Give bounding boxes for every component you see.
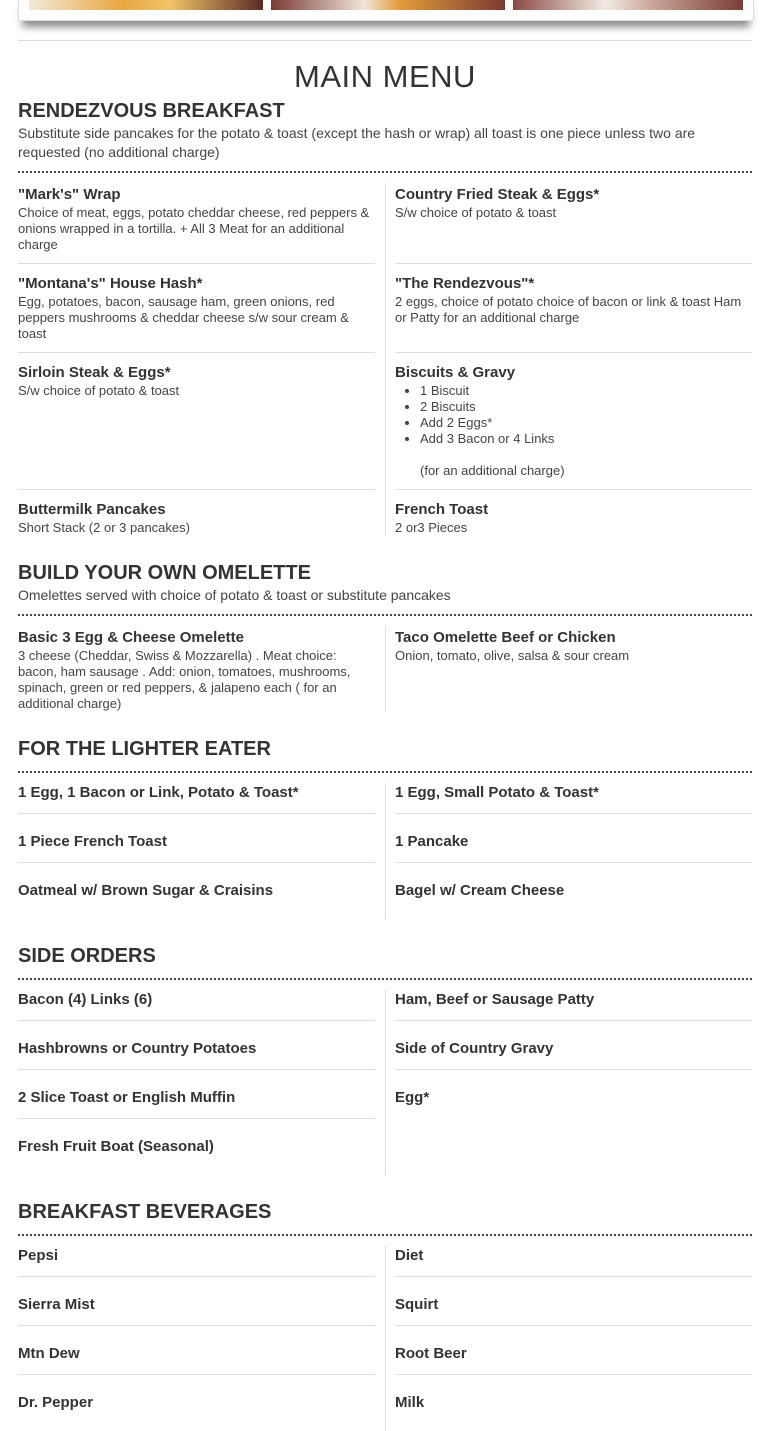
item-description: Onion, tomato, olive, salsa & sour cream bbox=[395, 648, 630, 663]
item-description: S/w choice of potato & toast bbox=[395, 205, 557, 220]
menu-grid bbox=[18, 990, 752, 1175]
menu-item bbox=[18, 822, 375, 863]
menu-item bbox=[18, 783, 375, 814]
dotted-divider bbox=[18, 171, 752, 173]
item-title: Fresh Fruit Boat (Seasonal) bbox=[18, 1138, 214, 1155]
item-title: Diet bbox=[395, 1247, 424, 1264]
menu-grid bbox=[18, 1246, 752, 1431]
item-title: Egg* bbox=[395, 1089, 430, 1106]
item-title: Basic 3 Egg & Cheese Omelette bbox=[18, 629, 244, 646]
menu-item bbox=[18, 1078, 375, 1119]
dotted-divider bbox=[18, 978, 752, 980]
menu-section bbox=[18, 919, 752, 1175]
menu-section bbox=[18, 536, 752, 712]
menu-column-right bbox=[385, 1246, 752, 1431]
menu-item bbox=[18, 1029, 375, 1070]
option-item: • Add 3 Bacon or 4 Links bbox=[420, 431, 752, 447]
menu-item bbox=[395, 1029, 752, 1070]
menu-item bbox=[395, 498, 752, 536]
item-title: Milk bbox=[395, 1394, 425, 1411]
menu-item bbox=[395, 626, 752, 712]
item-description: Egg, potatoes, bacon, sausage ham, green onions, red peppers mushrooms & cheddar cheese s/w sour cream & toast bbox=[18, 294, 349, 341]
item-title: Side of Country Gravy bbox=[395, 1040, 554, 1057]
section-description: Omelettes served with choice of potato & toast or substitute pancakes bbox=[18, 587, 451, 603]
item-description: 2 or3 Pieces bbox=[395, 520, 468, 535]
menu-item bbox=[395, 871, 752, 911]
menu-column-right bbox=[385, 626, 752, 712]
item-title: Country Fried Steak & Eggs* bbox=[395, 186, 600, 203]
menu-item bbox=[395, 272, 752, 353]
menu-section bbox=[18, 98, 752, 536]
menu-item bbox=[395, 183, 752, 264]
menu-item bbox=[395, 822, 752, 863]
section-title: SIDE ORDERS bbox=[18, 945, 156, 967]
menu-item bbox=[395, 1383, 752, 1423]
menu-item bbox=[395, 361, 752, 490]
menu-item bbox=[18, 1285, 375, 1326]
item-title: Taco Omelette Beef or Chicken bbox=[395, 629, 616, 646]
item-note: (for an additional charge) bbox=[420, 463, 565, 478]
item-title: French Toast bbox=[395, 501, 489, 518]
spacer bbox=[18, 712, 752, 736]
item-title: Oatmeal w/ Brown Sugar & Craisins bbox=[18, 882, 274, 899]
item-title: Bacon (4) Links (6) bbox=[18, 991, 153, 1008]
item-options bbox=[395, 383, 752, 479]
divider bbox=[18, 40, 752, 41]
item-title: "Montana's" House Hash* bbox=[18, 275, 203, 292]
menu-item bbox=[18, 272, 375, 353]
menu-section bbox=[18, 1175, 752, 1431]
spacer bbox=[18, 1175, 752, 1199]
item-title: Ham, Beef or Sausage Patty bbox=[395, 991, 595, 1008]
section-description: Substitute side pancakes for the potato & toast (except the hash or wrap) all toast is one piece unless two are requested (no additional charge) bbox=[18, 125, 696, 160]
option-item: • 2 Biscuits bbox=[420, 399, 752, 415]
item-title: 1 Piece French Toast bbox=[18, 833, 167, 850]
item-description: 2 eggs, choice of potato choice of bacon or link & toast Ham or Patty for an additional charge bbox=[395, 294, 742, 325]
photo-gallery bbox=[18, 0, 754, 21]
item-title: Biscuits & Gravy bbox=[395, 364, 516, 381]
dotted-divider bbox=[18, 1234, 752, 1236]
item-title: Sierra Mist bbox=[18, 1296, 95, 1313]
item-title: 1 Egg, Small Potato & Toast* bbox=[395, 784, 599, 801]
food-photo[interactable] bbox=[271, 0, 505, 10]
item-title: Root Beer bbox=[395, 1345, 467, 1362]
section-title: RENDEZVOUS BREAKFAST bbox=[18, 100, 285, 122]
menu-item bbox=[18, 990, 375, 1021]
menu-item bbox=[395, 990, 752, 1021]
dotted-divider bbox=[18, 771, 752, 773]
menu-column-left bbox=[18, 626, 375, 712]
item-title: Buttermilk Pancakes bbox=[18, 501, 166, 518]
item-description: 3 cheese (Cheddar, Swiss & Mozzarella) . Meat choice: bacon, ham sausage . Add: onion, tomatoes, mushrooms, spinach, green or red peppers, & jalapeno each ( for an additional charge) bbox=[18, 648, 351, 711]
menu-column-right bbox=[385, 990, 752, 1175]
item-title: Pepsi bbox=[18, 1247, 59, 1264]
section-title: BREAKFAST BEVERAGES bbox=[18, 1201, 272, 1223]
option-list bbox=[395, 383, 752, 447]
food-photo[interactable] bbox=[513, 0, 743, 10]
menu-section bbox=[18, 712, 752, 919]
item-title: "Mark's" Wrap bbox=[18, 186, 121, 203]
item-title: Hashbrowns or Country Potatoes bbox=[18, 1040, 257, 1057]
menu-column-right bbox=[385, 783, 752, 919]
menu-item bbox=[395, 1334, 752, 1375]
menu-item bbox=[18, 361, 375, 490]
menu-column-right bbox=[385, 183, 752, 536]
item-title: Squirt bbox=[395, 1296, 439, 1313]
menu-column-left bbox=[18, 183, 375, 536]
menu-item bbox=[18, 1334, 375, 1375]
menu-item bbox=[18, 1383, 375, 1423]
menu-grid bbox=[18, 783, 752, 919]
menu-item bbox=[395, 1246, 752, 1277]
item-description: Short Stack (2 or 3 pancakes) bbox=[18, 520, 190, 535]
menu-item bbox=[395, 783, 752, 814]
menu bbox=[18, 56, 752, 1431]
menu-item bbox=[18, 1246, 375, 1277]
food-photo[interactable] bbox=[29, 0, 263, 10]
menu-column-left bbox=[18, 783, 375, 919]
item-title: Sirloin Steak & Eggs* bbox=[18, 364, 171, 381]
item-title: Dr. Pepper bbox=[18, 1394, 94, 1411]
item-title: 2 Slice Toast or English Muffin bbox=[18, 1089, 236, 1106]
menu-item bbox=[18, 626, 375, 712]
item-description: S/w choice of potato & toast bbox=[18, 383, 180, 398]
menu-grid bbox=[18, 626, 752, 712]
item-title: Mtn Dew bbox=[18, 1345, 80, 1362]
menu-item bbox=[395, 1285, 752, 1326]
menu-item bbox=[18, 871, 375, 911]
menu-item bbox=[18, 498, 375, 536]
item-title: 1 Egg, 1 Bacon or Link, Potato & Toast* bbox=[18, 784, 299, 801]
menu-item bbox=[18, 1127, 375, 1167]
menu-column-left bbox=[18, 1246, 375, 1431]
menu-item bbox=[18, 183, 375, 264]
section-title: FOR THE LIGHTER EATER bbox=[18, 738, 271, 760]
menu-item bbox=[395, 1078, 752, 1119]
item-description: Choice of meat, eggs, potato cheddar cheese, red peppers & onions wrapped in a tortilla. + All 3 Meat for an additional charge bbox=[18, 205, 370, 252]
item-title: "The Rendezvous"* bbox=[395, 275, 535, 292]
section-title: BUILD YOUR OWN OMELETTE bbox=[18, 562, 311, 584]
option-item: • Add 2 Eggs* bbox=[420, 415, 752, 431]
menu-column-left bbox=[18, 990, 375, 1175]
item-title: 1 Pancake bbox=[395, 833, 469, 850]
item-title: Bagel w/ Cream Cheese bbox=[395, 882, 565, 899]
page-title: MAIN MENU bbox=[294, 59, 476, 94]
menu-grid bbox=[18, 183, 752, 536]
spacer bbox=[18, 919, 752, 943]
option-item: • 1 Biscuit bbox=[420, 383, 752, 399]
spacer bbox=[18, 536, 752, 560]
dotted-divider bbox=[18, 614, 752, 616]
